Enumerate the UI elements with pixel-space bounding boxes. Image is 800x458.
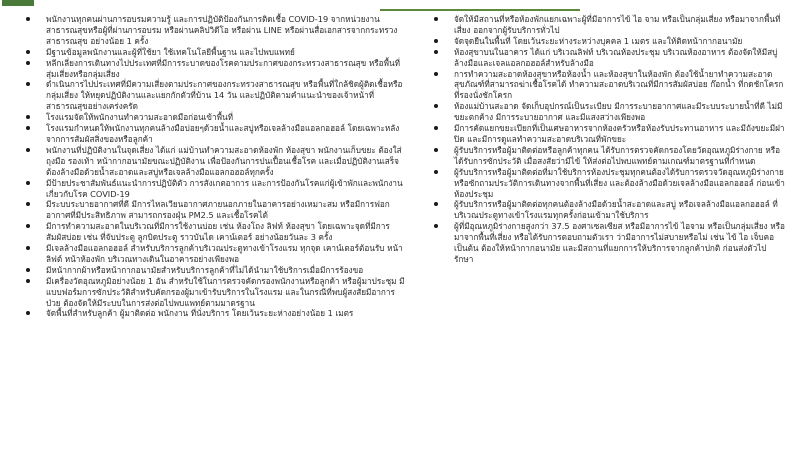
bullet-icon: [26, 115, 30, 119]
bullet-icon: [26, 202, 30, 206]
bullet-icon: [434, 39, 438, 43]
list-item: [22, 58, 407, 80]
list-item: [430, 199, 785, 221]
list-item-text: จัดให้มีสถานที่หรือห้องพักแยกเฉพาะผู้ที่มีอาการไข้ ไอ จาม หรือเป็นกลุ่มเสี่ยง หรือมาจากพื้นที่เสี่ยง ออกจากผู้รับบริการทั่วไป: [454, 14, 781, 35]
list-item: [22, 221, 407, 243]
list-item-text: พนักงานที่ปฏิบัติงานในจุดเสี่ยง ได้แก่ แม่บ้านทำความสะอาดห้องพัก ห้องสุขา พนักงานเก็บขยะ ต้องใส่ถุงมือ รองเท้า หน้ากากอนามัยขณะปฏิบัติงาน เพื่อป้องกันการปนเปื้อนเชื้อโรค และเมื่อปฏิบัติงานเสร็จต้องล้างมือด้วยน้ำสะอาดและสบู่หรือเจลล้างมือแอลกอฮอล์ทุกครั้ง: [46, 144, 402, 177]
bullet-icon: [26, 61, 30, 65]
list-item-text: มีระบบระบายอากาศที่ดี มีการไหลเวียนอากาศภายนอกภายในอาคารอย่างเหมาะสม หรือมีการฟอกอากาศที่มีประสิทธิภาพ สามารถกรองฝุ่น PM2.5 และเชื้อโรคได้: [46, 199, 390, 221]
list-item-text: โรงแรมกำหนดให้พนักงานทุกคนล้างมือบ่อยๆด้วยน้ำและสบู่หรือเจลล้างมือแอลกอฮอล์ โดยเฉพาะหลังจากการสัมผัสสิ่งของหรือลูกค้า: [46, 123, 400, 144]
list-item: [22, 145, 407, 178]
list-item: [22, 265, 407, 276]
bullet-icon: [26, 181, 30, 185]
bullet-icon: [434, 224, 438, 228]
bullet-icon: [434, 17, 438, 21]
bullet-icon: [26, 246, 30, 250]
list-item-text: มีเครื่องวัดอุณหภูมิอย่างน้อย 1 อัน สำหรับใช้ในการตรวจคัดกรองพนักงานหรือลูกค้า หรือผู้มาประชุม มีแบบฟอร์มการซักประวัติสำหรับคัดกรองผู้มาเข้ารับบริการในโรงแรม และในกรณีที่พบผู้สงสัยมีอาการป่วย ต้องจัดให้มีระบบในการส่งต่อไปพบแพทย์ตามมาตรฐาน: [46, 275, 405, 308]
list-item: [430, 145, 785, 167]
bullet-icon: [26, 50, 30, 54]
list-item-text: จัดพื้นที่สำหรับลูกค้า ผู้มาติดต่อ พนักงาน ที่นั่งบริการ โดยเว้นระยะห่างอย่างน้อย 1 เมตร: [46, 308, 354, 319]
list-item: [430, 14, 785, 36]
list-item-text: หลีกเลี่ยงการเดินทางไปประเทศที่มีการระบาดของโรคตามประกาศของกระทรวงสาธารณสุข หรือพื้นที่สุ่มเสี่ยงหรือกลุ่มเสี่ยง: [46, 57, 400, 79]
list-item: [22, 276, 407, 309]
list-item: [430, 47, 785, 69]
list-item: [430, 221, 785, 265]
list-item-text: มีฐานข้อมูลพนักงานและผู้ที่ใช้ยา ใช้เทคโนโลยีพื้นฐาน และไปพบแพทย์: [46, 46, 295, 57]
left-column: [22, 14, 407, 319]
corner-tag: [2, 0, 34, 6]
list-item: [22, 79, 407, 112]
bullet-icon: [434, 202, 438, 206]
header-banner: [380, 0, 580, 11]
list-item: [430, 123, 785, 145]
list-item: [22, 308, 407, 319]
list-item: [22, 178, 407, 200]
right-column: [430, 14, 785, 265]
bullet-icon: [26, 82, 30, 86]
list-item: [22, 123, 407, 145]
list-item-text: ผู้รับบริการหรือผู้มาติดต่อหรือลูกค้าทุกคน ได้รับการตรวจคัดกรองโดยวัดอุณหภูมิร่างกาย หรือ ได้รับการซักประวัติ เมื่อสงสัยว่ามีไข้ ให้ส่งต่อไปพบแพทย์ตามเกณฑ์มาตรฐานที่กำหนด: [454, 144, 781, 166]
bullet-icon: [26, 268, 30, 272]
list-item: [430, 101, 785, 123]
list-item-text: ห้องสุขาบนในอาคาร ได้แก่ บริเวณลิฟท์ บริเวณห้องประชุม บริเวณห้องอาหาร ต้องจัดให้มีสบู่ล้างมือและเจลแอลกอฮอล์สำหรับล้างมือ: [454, 46, 778, 68]
bullet-icon: [434, 72, 438, 76]
list-item: [22, 243, 407, 265]
list-item-text: ห้องแม่บ้านสะอาด จัดเก็บอุปกรณ์เป็นระเบียบ มีการระบายอากาศและมีระบบระบายน้ำที่ดี ไม่มีขยะตกค้าง มีการระบายอากาศ และมีแสงสว่างเพียงพอ: [454, 101, 783, 123]
bullet-icon: [26, 224, 30, 228]
bullet-icon: [26, 279, 30, 283]
bullet-icon: [434, 50, 438, 54]
list-item-text: พนักงานทุกคนผ่านการอบรมความรู้ และการปฏิบัติป้องกันการติดเชื้อ COVID-19 จากหน่วยงานสาธารณสุขหรือผู้ที่ผ่านการอบรม หรือผ่านคลิปวิดีโอ หรือผ่าน LINE หรือผ่านสื่อเอกสารจากกระทรวงสาธารณสุข อย่างน้อย 1 ครั้ง: [46, 14, 398, 46]
list-item-text: มีป้ายประชาสัมพันธ์แนะนำการปฏิบัติตัว การสังเกตอาการ และการป้องกันโรคแก่ผู้เข้าพักและพนักงานเกี่ยวกับโรค COVID-19: [46, 177, 403, 199]
list-item-text: ดำเนินการไปประเทศที่มีความเสี่ยงตามประกาศของกระทรวงสาธารณสุข หรือพื้นที่ใกล้ชิดผู้ติดเชื้อหรือกลุ่มเสี่ยง ให้หยุดปฏิบัติงานและแยกกักตัวที่บ้าน 14 วัน และปฏิบัติตามคำแนะนำของเจ้าหน้าที่สาธารณสุขอย่างเคร่งครัด: [46, 79, 403, 112]
list-item-text: ผู้รับบริการหรือผู้มาติดต่อที่มาใช้บริการห้องประชุมทุกคนต้องได้รับการตรวจวัดอุณหภูมิร่างกาย หรือซักถามประวัติการเดินทางจากพื้นที่เสี่ยง และต้องล้างมือด้วยเจลล้างมือแอลกอฮอล์ ก่อนเข้าห้องประชุม: [454, 166, 785, 199]
list-item: [430, 167, 785, 200]
bullet-icon: [26, 148, 30, 152]
bullet-icon: [434, 170, 438, 174]
bullet-icon: [26, 17, 30, 21]
list-item: [22, 199, 407, 221]
bullet-icon: [434, 148, 438, 152]
list-item: [430, 69, 785, 102]
list-item: [22, 112, 407, 123]
list-item-text: การทำความสะอาดห้องสุขาหรือห้องน้ำ และห้องสุขาในห้องพัก ต้องใช้น้ำยาทำความสะอาดสุขภัณฑ์ที่สามารถฆ่าเชื้อโรคได้ ทำความสะอาดบริเวณที่มีการสัมผัสบ่อย ก๊อกน้ำ ที่กดชักโครก ที่รองนั่งชักโครก: [454, 68, 784, 101]
bullet-icon: [26, 311, 30, 315]
bullet-icon: [26, 126, 30, 130]
list-item-text: มีเจลล้างมือแอลกอฮอล์ สำหรับบริการลูกค้าบริเวณประตูทางเข้าโรงแรม ทุกจุด เคาน์เตอร์ต้อนรับ หน้าลิฟต์ หน้าห้องพัก บริเวณทางเดินในอาคารอย่างเพียงพอ: [46, 243, 403, 264]
list-item-text: โรงแรมจัดให้พนักงานทำความสะอาดมือก่อนเข้าพื้นที่: [46, 112, 233, 123]
list-item-text: มีการคัดแยกขยะเปียกที่เป็นเศษอาหารจากห้องครัวหรือห้องรับประทานอาหาร และมีถังขยะมีฝาปิด และมีการดูแลทำความสะอาดบริเวณที่พักขยะ: [454, 123, 785, 144]
bullet-icon: [434, 104, 438, 108]
list-item-text: มีหน้ากากผ้าหรือหน้ากากอนามัยสำหรับบริการลูกค้าที่ไม่ได้นำมาใช้บริการเมื่อมีการร้องขอ: [46, 264, 364, 275]
list-item: [430, 36, 785, 47]
list-item-text: จัดจุดยืนในพื้นที่ โดยเว้นระยะห่างระหว่างบุคคล 1 เมตร และให้ติดหน้ากากอนามัย: [454, 35, 743, 46]
list-item: [22, 14, 407, 47]
list-item-text: มีการทำความสะอาดในบริเวณที่มีการใช้งานบ่อย เช่น ห้องโถง ลิฟท์ ห้องสุขา โดยเฉพาะจุดที่มีการสัมผัสบ่อย เช่น ที่จับประตู ลูกบิดประตู ราวบันได เคาน์เตอร์ อย่างน้อยวันละ 3 ครั้ง: [46, 221, 390, 243]
list-item-text: ผู้ที่มีอุณหภูมิร่างกายสูงกว่า 37.5 องศาเซลเซียส หรือมีอาการไข้ ไอจาม หรือเป็นกลุ่มเสี่ยง หรือมาจากพื้นที่เสี่ยง หรือได้รับการตอบถามตัวเรา ว่ามีอาการไม่สบายหรือไม่ เช่น ไข้ ไอ เจ็บคอ เป็นต้น ต้องให้หน้ากากอนามัย และมีสถานที่แยกการให้บริการจากลูกค้าปกติ ก่อนส่งตัวไปรักษา: [454, 221, 785, 264]
top-bar: [0, 0, 800, 12]
list-item: [22, 47, 407, 58]
list-item-text: ผู้รับบริการหรือผู้มาติดต่อทุกคนต้องล้างมือด้วยน้ำสะอาดและสบู่ หรือเจลล้างมือแอลกอฮอล์ ที่บริเวณประตูทางเข้าโรงแรมทุกครั้งก่อนเข้ามาใช้บริการ: [454, 199, 778, 221]
bullet-icon: [434, 126, 438, 130]
